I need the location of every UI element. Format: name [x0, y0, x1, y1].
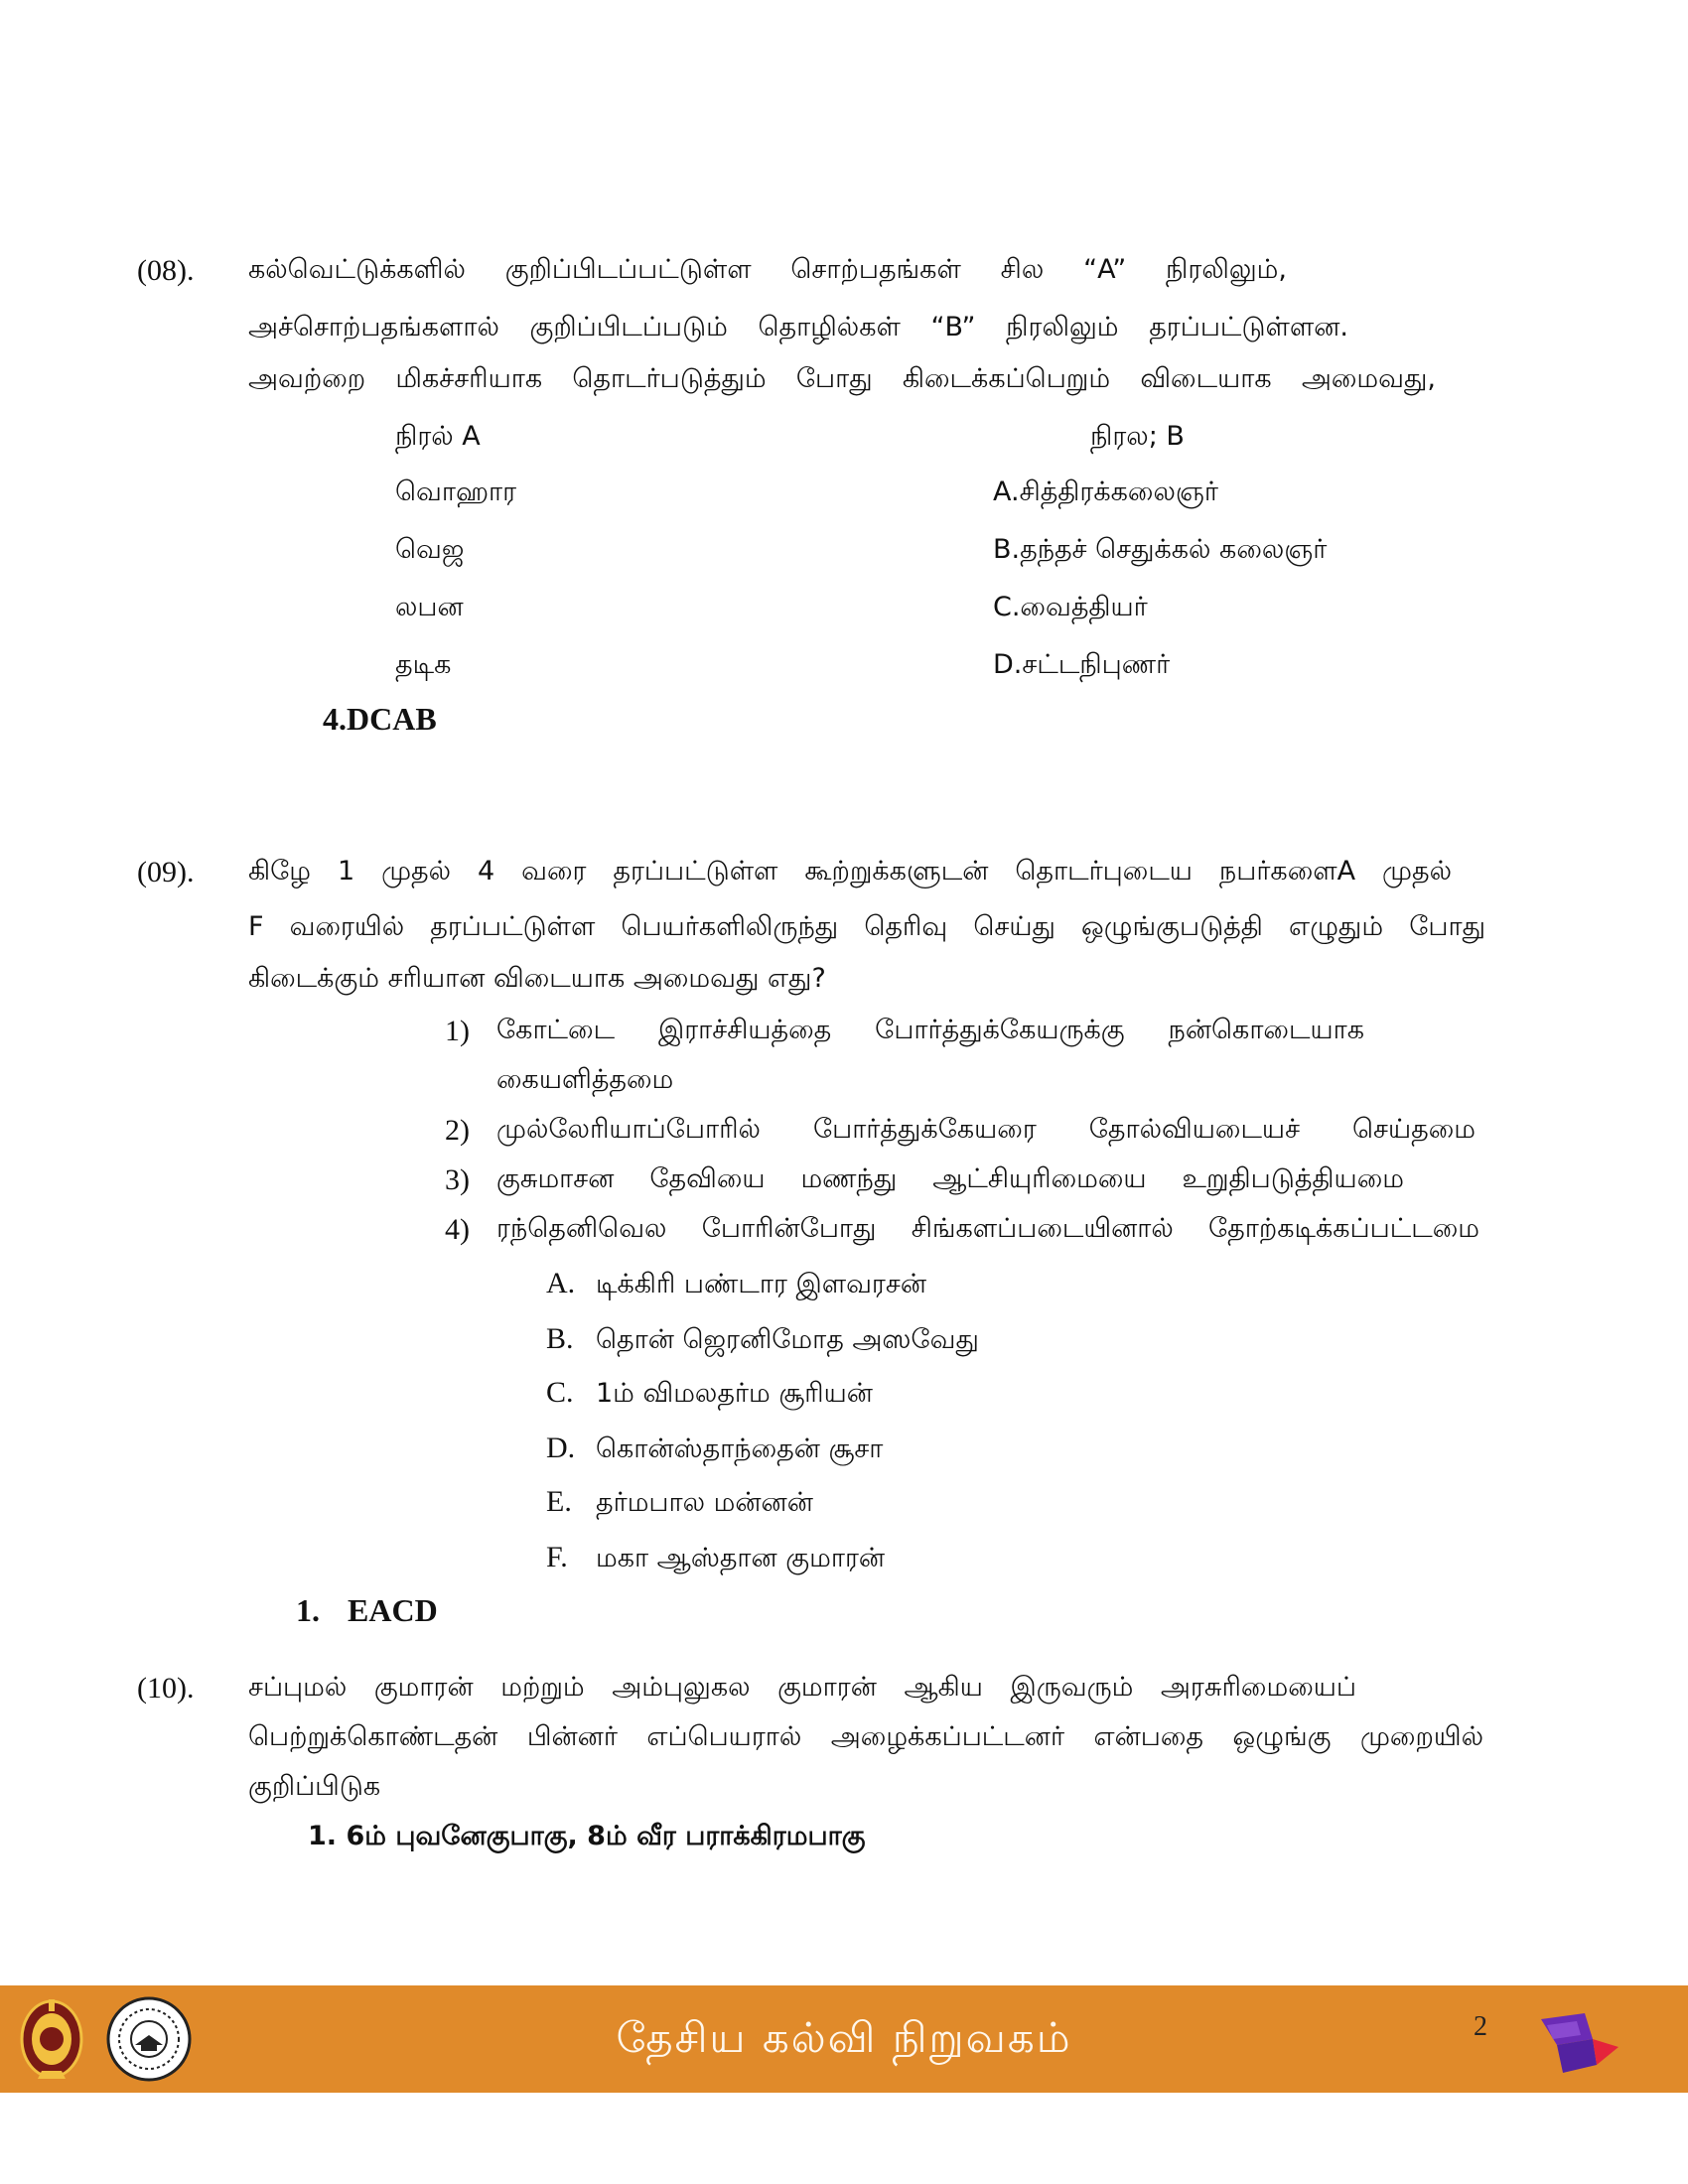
q09-option-label: C.	[546, 1376, 574, 1409]
q10-line-3: குறிப்பிடுக	[248, 1771, 381, 1802]
q09-option-label: D.	[546, 1432, 576, 1464]
q10-line-2: பெற்றுக்கொண்டதன் பின்னர் எப்பெயரால் அழைக்கப்பட்டனர் என்பதை ஒழுங்கு முறையில்	[248, 1721, 1483, 1752]
q09-option: கொன்ஸ்தாந்தைன் சூசா	[596, 1433, 884, 1464]
q08-col-a-item: லபன	[395, 592, 464, 622]
q08-col-b-item: C.வைத்தியர்	[993, 592, 1148, 622]
q09-statement-number: 1)	[445, 1015, 470, 1047]
q10-number: (10).	[137, 1672, 195, 1705]
q09-line-3: கிடைக்கும் சரியான விடையாக அமைவது எது?	[248, 963, 826, 994]
q09-option-label: B.	[546, 1322, 574, 1355]
q10-answer: 1. 6ம் புவனேகுபாகு, 8ம் வீர பராக்கிரமபாகு	[308, 1821, 866, 1851]
portal-logo-icon	[1537, 2011, 1622, 2077]
q09-option-label: A.	[546, 1267, 576, 1299]
q09-answer-number: 1.	[296, 1592, 320, 1628]
q09-statement-continuation: கையளித்தமை	[496, 1064, 674, 1095]
q08-col-a-item: வொஹார	[395, 477, 517, 507]
q08-line-2: அச்சொற்பதங்களால் குறிப்பிடப்படும் தொழில்கள் “B” நிரலிலும் தரப்பட்டுள்ளன.	[248, 312, 1348, 342]
q09-option: தர்மபால மன்னன்	[596, 1487, 813, 1518]
q09-statement-number: 4)	[445, 1213, 470, 1246]
q09-statement-number: 2)	[445, 1114, 470, 1147]
q09-option: 1ம் விமலதர்ம சூரியன்	[596, 1378, 873, 1409]
q09-option-label: E.	[546, 1485, 572, 1518]
q10-line-1: சப்புமல் குமாரன் மற்றும் அம்புலுகல குமாரன் ஆகிய இருவரும் அரசுரிமையைப்	[248, 1672, 1356, 1703]
q08-line-1: கல்வெட்டுக்களில் குறிப்பிடப்பட்டுள்ள சொற்பதங்கள் சில “A” நிரலிலும்,	[248, 254, 1287, 285]
q08-col-b-header: நிரல; B	[1090, 421, 1185, 452]
q09-number: (09).	[137, 856, 195, 888]
q09-option: தொன் ஜெரனிமோத அஸவேது	[596, 1324, 979, 1355]
q08-line-3: அவற்றை மிகச்சரியாக தொடர்படுத்தும் போது கிடைக்கப்பெறும் விடையாக அமைவது,	[248, 363, 1436, 394]
q09-statement: கோட்டை இராச்சியத்தை போர்த்துக்கேயருக்கு நன்கொடையாக	[496, 1015, 1364, 1045]
institute-name: தேசிய கல்வி நிறுவகம்	[616, 2013, 1072, 2062]
q08-number: (08).	[137, 254, 195, 287]
q09-option-label: F.	[546, 1541, 568, 1573]
q08-col-a-item: தடிக	[395, 649, 452, 680]
q08-col-b-item: B.தந்தச் செதுக்கல் கலைஞர்	[993, 534, 1328, 565]
q08-answer: 4.DCAB	[323, 701, 437, 737]
q09-answer: EACD	[348, 1592, 438, 1628]
q09-line-1: கிழே 1 முதல் 4 வரை தரப்பட்டுள்ள கூற்றுக்களுடன் தொடர்புடைய நபர்களைA முதல்	[248, 856, 1452, 887]
q08-col-b-item: D.சட்டநிபுணர்	[993, 649, 1171, 680]
footer-band	[0, 1985, 1688, 2093]
q09-statement: ரந்தெனிவெல போரின்போது சிங்களப்படையினால் தோற்கடிக்கப்பட்டமை	[496, 1213, 1479, 1244]
q08-col-a-header: நிரல் A	[395, 421, 481, 452]
q09-option: டிக்கிரி பண்டார இளவரசன்	[596, 1269, 927, 1299]
q09-statement: குசுமாசன தேவியை மணந்து ஆட்சியுரிமையை உறுதிபடுத்தியமை	[496, 1163, 1404, 1194]
q09-option: மகா ஆஸ்தான குமாரன்	[596, 1543, 886, 1573]
q09-statement: முல்லேரியாப்போரில் போர்த்துக்கேயரை தோல்வியடையச் செய்தமை	[496, 1114, 1476, 1145]
q08-col-a-item: வெஜ	[395, 534, 465, 565]
q08-col-b-item: A.சித்திரக்கலைஞர்	[993, 477, 1218, 507]
page-number: 2	[1474, 2011, 1487, 2042]
q09-statement-number: 3)	[445, 1163, 470, 1196]
q09-line-2: F வரையில் தரப்பட்டுள்ள பெயர்களிலிருந்து தெரிவு செய்து ஒழுங்குபடுத்தி எழுதும் போது	[248, 911, 1485, 942]
